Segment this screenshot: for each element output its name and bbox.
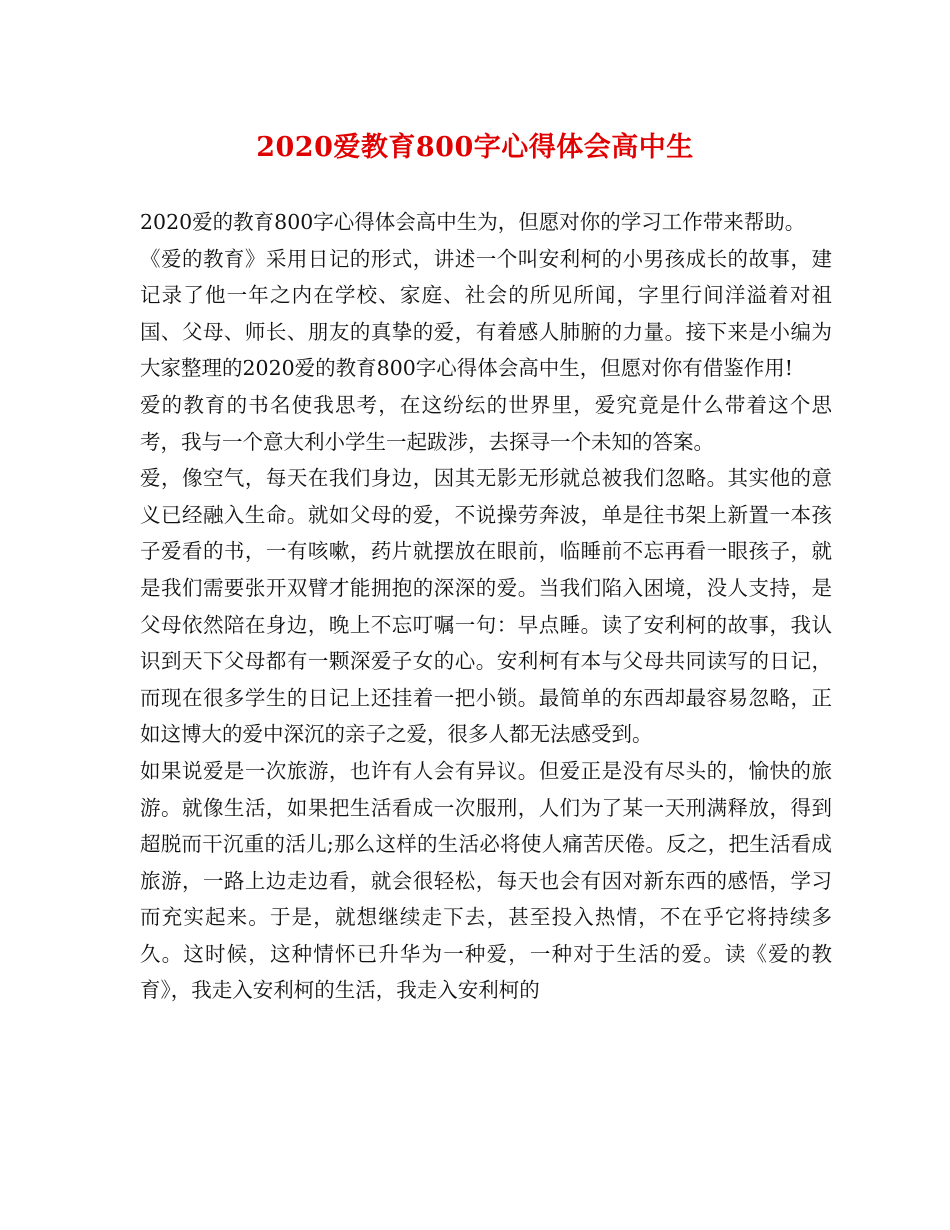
document-title: 2020爱教育800字心得体会高中生 [256, 132, 694, 163]
paragraph-parental-love: 爱，像空气，每天在我们身边，因其无影无形就总被我们忽略。其实他的意义已经融入生命。就如父母的爱，不说操劳奔波，单是往书架上新置一本孩子爱看的书，一有咳嗽，药片就摆放在眼前，临睡前不忘再看一眼孩子，就是我们需要张开双臂才能拥抱的深深的爱。当我们陷入困境，没人支持，是父母依然陪在身边，晚上不忘叮嘱一句：早点睡。读了安利柯的故事，我认识到天下父母都有一颗深爱子女的心。安利柯有本与父母共同读写的日记，而现在很多学生的日记上还挂着一把小锁。最简单的东西却最容易忽略，正如这博大的爱中深沉的亲子之爱，很多人都无法感受到。 [140, 466, 832, 747]
paragraph-love-as-journey: 如果说爱是一次旅游，也许有人会有异议。但爱正是没有尽头的，愉快的旅游。就像生活，如果把生活看成一次服刑，人们为了某一天刑满释放，得到超脱而干沉重的活儿;那么这样的生活必将使人痛苦厌倦。反之，把生活看成旅游，一路上边走边看，就会很轻松，每天也会有因对新东西的感悟，学习而充实起来。于是，就想继续走下去，甚至投入热情，不在乎它将持续多久。这时候，这种情怀已升华为一种爱，一种对于生活的爱。读《爱的教育》，我走入安利柯的生活，我走入安利柯的 [140, 758, 832, 1003]
paragraph-thinking: 爱的教育的书名使我思考，在这纷纭的世界里，爱究竟是什么带着这个思考，我与一个意大利小学生一起跋涉，去探寻一个未知的答案。 [140, 392, 832, 454]
paragraph-intro: 2020爱的教育800字心得体会高中生为，但愿对你的学习工作带来帮助。 [140, 210, 806, 234]
paragraph-book-summary: 《爱的教育》采用日记的形式，讲述一个叫安利柯的小男孩成长的故事，建记录了他一年之内在学校、家庭、社会的所见所闻，字里行间洋溢着对祖国、父母、师长、朋友的真挚的爱，有着感人肺腑的力量。接下来是小编为大家整理的2020爱的教育800字心得体会高中生，但愿对你有借鉴作用! [140, 246, 832, 381]
document-body [140, 204, 832, 1009]
